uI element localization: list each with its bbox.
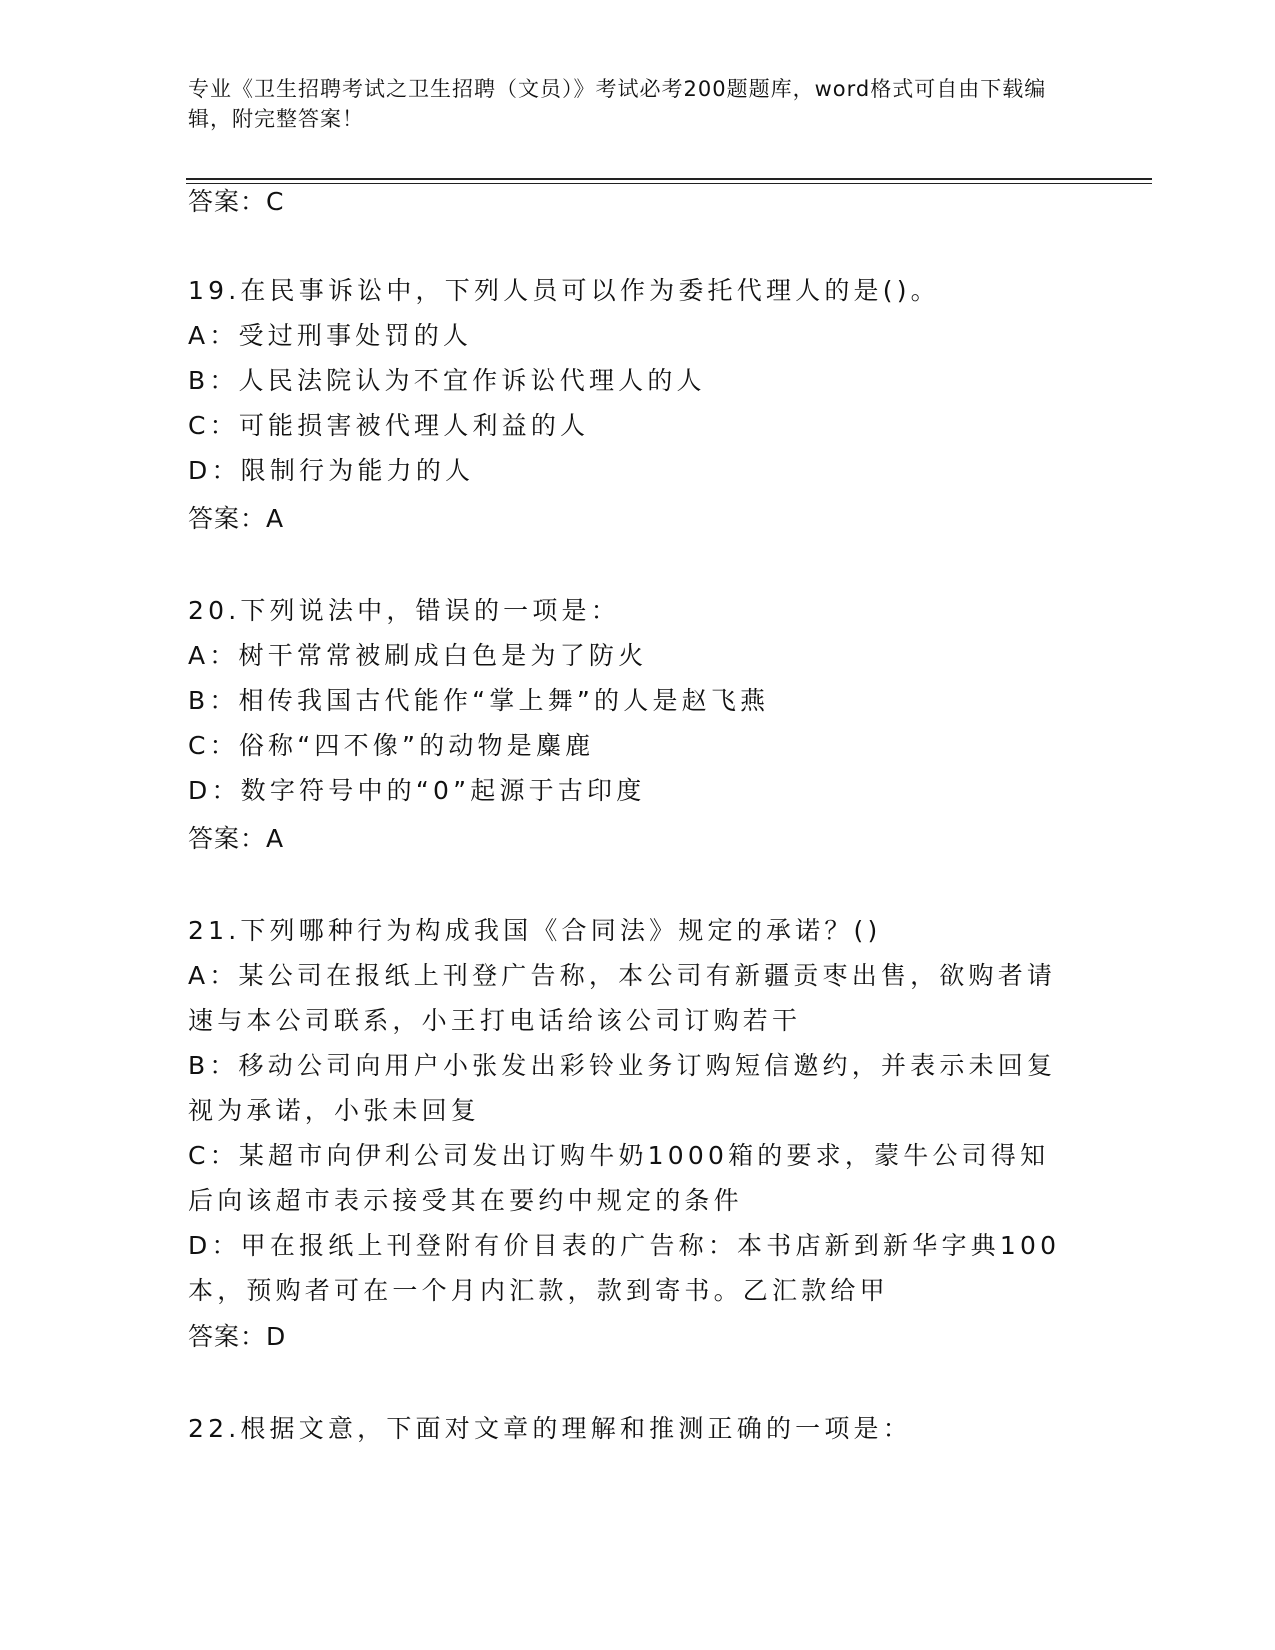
answer-20: 答案：A [188,824,285,853]
option-d: D：限制行为能力的人 [188,456,475,485]
option-c: C：俗称“四不像”的动物是麋鹿 [188,731,595,760]
question-20 [188,588,1088,813]
option-b: B：相传我国古代能作“掌上舞”的人是赵飞燕 [188,686,770,715]
option-c: C：可能损害被代理人利益的人 [188,411,590,440]
question-text: 22.根据文意，下面对文章的理解和推测正确的一项是： [188,1414,912,1443]
question-text: 20.下列说法中，错误的一项是： [188,596,620,625]
option-b: B：人民法院认为不宜作诉讼代理人的人 [188,366,706,395]
option-d: D：数字符号中的“0”起源于古印度 [188,776,646,805]
option-a: A：受过刑事处罚的人 [188,321,473,350]
option-b: B：移动公司向用户小张发出彩铃业务订购短信邀约，并表示未回复视为承诺，小张未回复 [188,1051,1057,1125]
question-19 [188,268,1088,493]
question-21 [188,908,1088,1313]
answer-prev: 答案：C [188,187,285,216]
option-d: D：甲在报纸上刊登附有价目表的广告称：本书店新到新华字典100本，预购者可在一个月内汇款，款到寄书。乙汇款给甲 [188,1231,1061,1305]
page-header: 专业《卫生招聘考试之卫生招聘（文员）》考试必考200题题库，word格式可自由下载编辑，附完整答案！ [188,77,1047,131]
option-a: A：树干常常被刷成白色是为了防火 [188,641,648,670]
option-a: A：某公司在报纸上刊登广告称，本公司有新疆贡枣出售，欲购者请速与本公司联系，小王打电话给该公司订购若干 [188,961,1057,1035]
question-text: 19.在民事诉讼中，下列人员可以作为委托代理人的是()。 [188,276,940,305]
header-divider-thick [186,178,1152,180]
option-c: C：某超市向伊利公司发出订购牛奶1000箱的要求，蒙牛公司得知后向该超市表示接受其在要约中规定的条件 [188,1141,1050,1215]
question-22 [188,1406,1088,1451]
answer-21: 答案：D [188,1322,287,1351]
header-divider-thin [186,183,1152,184]
question-text: 21.下列哪种行为构成我国《合同法》规定的承诺？() [188,916,882,945]
answer-19: 答案：A [188,504,285,533]
